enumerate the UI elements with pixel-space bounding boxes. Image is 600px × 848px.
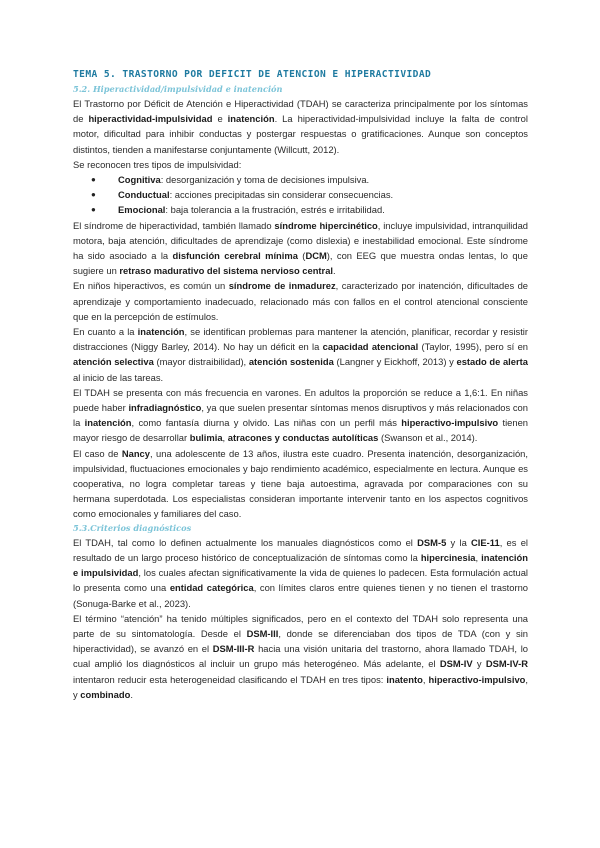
bold-term: DCM [305,250,327,262]
bold-term: inatento [386,673,423,685]
text-run: , los cuales afectan significativamente la vida de quienes lo padecen. Esta formulación actual lo presenta como una [73,567,529,594]
bold-term: hiperactividad-impulsividad [88,113,213,125]
paragraph-manuales [73,535,528,611]
document-page [73,68,528,702]
paragraph-caso-nancy [73,446,528,522]
paragraph-tipos-intro: Se reconocen tres tipos de impulsividad: [73,158,242,170]
text-run: , [475,551,482,563]
text-run: e [212,113,228,125]
text-run: tienen mayor riesgo de desarrollar [73,417,529,444]
bold-term: CIE-11 [471,536,500,548]
bold-term: síndrome hipercinético [274,219,378,231]
text-run: intentaron reducir esta heterogeneidad clasificando el TDAH en tres tipos: [73,673,387,685]
section-heading-hiperactividad: 5.2. Hiperactividad/impulsividad e inatención [73,84,283,94]
text-run: : desorganización y toma de decisiones impulsiva. [160,174,370,186]
text-run: En cuanto a la [73,326,138,338]
impulsividad-list [73,172,528,218]
text-run: (mayor distraibilidad), [153,356,249,368]
text-run: El TDAH, tal como lo definen actualmente los manuales diagnósticos como el [73,536,418,548]
paragraph-inatencion [73,324,528,385]
text-run: . La hiperactividad-impulsividad incluye la falta de control motor, dificultad para inhibir conductas y postergar respuestas o gratificaciones. Aunque son conceptos distintos, tienden a manifestarse conjuntamente (Willcutt, 2012). [73,113,528,155]
text-run: , [222,432,228,444]
text-run: (Swanson et al., 2014). [378,432,478,444]
paragraph-inmadurez [73,278,528,324]
paragraph-sindrome-hiperactividad [73,218,528,279]
bold-term: DSM-III-R [212,643,255,655]
text-run: , una adolescente de 13 años, ilustra este cuadro. Presenta inatención, desorganización, impulsividad, fluctuaciones emocionales y bajo rendimiento académico, especialmente en lectura. Aunque es cooperativa, no logra completar tareas y tiene baja autoestima, agravada por comparaciones con su hermana superdotada. Los especialistas consideran importante intervenir tanto en los aspectos cognitivos como emocionales y familiares del caso. [73,447,528,520]
text-run: , como fantasía diurna y olvido. Las niñas con un perfil más [131,417,402,429]
bold-term: hiperactivo-impulsivo [401,417,499,429]
bold-term: Conductual [118,189,170,201]
bold-term: disfunción cerebral mínima [172,250,298,262]
bold-term: inatención [137,326,185,338]
text-run: El término “atención” ha tenido múltiples significados, pero en el contexto del TDAH solo representa una parte de su sintomatología. Desde el [73,612,528,639]
text-run: , donde se diferenciaban dos tipos de TDA (con y sin hiperactividad), se avanzó en el [73,627,528,655]
bold-term: estado de alerta [456,356,528,368]
bold-term: Cognitiva [118,174,161,186]
text-run: , es el resultado de un largo proceso histórico de conceptualización de síntomas como la [73,536,528,563]
page-title: TEMA 5. TRASTORNO POR DEFICIT DE ATENCION E HIPERACTIVIDAD [73,69,432,80]
text-run: , ya que suelen presentar síntomas menos disruptivos y más relacionados con la [73,402,528,429]
bold-term: bulimia [189,432,223,444]
section-heading-criterios: 5.3.Criterios diagnósticos [73,522,192,533]
bold-term: capacidad atencional [322,341,419,353]
text-run: El TDAH se presenta con más frecuencia en varones. En adultos la proporción se reduce a 1,6:1. En niñas puede haber [73,386,528,414]
text-run: El Trastorno por Déficit de Atención e Hiperactividad (TDAH) se caracteriza principalmente por los síntomas de [73,98,528,125]
list-item [118,202,528,217]
bold-term: hiperactivo-impulsivo [428,673,526,685]
bold-term: inatención e impulsividad [73,551,528,579]
bold-term: DSM-5 [417,536,447,548]
bold-term: inatención [84,417,132,429]
text-run: ( [297,250,306,262]
text-run: , incluye impulsividad, intranquilidad motora, baja atención, dificultades de aprendizaje (como dislexia) e inestabilidad emocional. Este síndrome ha sido asociado a la [73,219,529,262]
text-run: , caracterizado por inatención, dificultades de aprendizaje y comportamiento inadecuado, relacionado más con fallos en el control atencional consciente que en la percepción de estímulos. [73,280,529,322]
text-run: (Taylor, 1995), pero sí en [418,341,529,353]
bold-term: DSM-IV-R [485,658,529,670]
bold-term: DSM-IV [439,658,473,670]
bold-term: inatención [227,113,275,125]
text-run: : acciones precipitadas sin considerar consecuencias. [169,189,394,201]
bold-term: atracones y conductas autolíticas [227,432,379,444]
paragraph-definicion [73,96,528,157]
text-run: . [333,265,336,277]
text-run: El síndrome de hiperactividad, también llamado [73,219,275,231]
bold-term: DSM-III [246,627,279,639]
list-item [118,172,528,187]
text-run: y la [446,536,472,548]
text-run: (Langner y Eickhoff, 2013) y [333,356,457,368]
bold-term: Emocional [118,204,166,216]
text-run: . [130,688,133,700]
text-run: y [472,658,486,670]
text-run: , con límites claros entre quienes tienen y no tienen el trastorno (Sonuga-Barke et al., 2023). [73,582,528,609]
text-run: hacia una visión unitaria del trastorno, ahora llamado TDAH, lo cual amplió los diagnósticos al incluir un grupo más heterogéneo. Más adelante, el [73,643,528,670]
text-run: ), con EEG que muestra ondas lentas, lo que sugiere un [73,250,528,277]
paragraph-atencion-historia [73,611,528,702]
text-run: , y [73,673,528,700]
text-run: El caso de [73,447,122,459]
text-run: , se identifican problemas para mantener la atención, planificar, recordar y resistir distracciones (Niggy Barley, 2014). No hay un déficit en la [73,326,528,353]
bold-term: síndrome de inmadurez [228,280,336,292]
bold-term: hipercinesia [420,551,476,563]
bold-term: entidad categórica [169,582,254,594]
bold-term: retraso madurativo del sistema nervioso central [119,265,334,277]
bold-term: infradiagnóstico [128,402,202,414]
text-run: : baja tolerancia a la frustración, estrés e irritabilidad. [165,204,385,216]
bold-term: atención selectiva [73,356,154,368]
text-run: al inicio de las tareas. [73,371,164,383]
list-item [118,187,528,202]
paragraph-prevalencia [73,385,528,446]
bold-term: Nancy [121,447,150,459]
text-run: En niños hiperactivos, es común un [73,280,229,292]
bold-term: atención sostenida [248,356,334,368]
text-run: , [422,673,429,685]
bold-term: combinado [80,688,131,700]
